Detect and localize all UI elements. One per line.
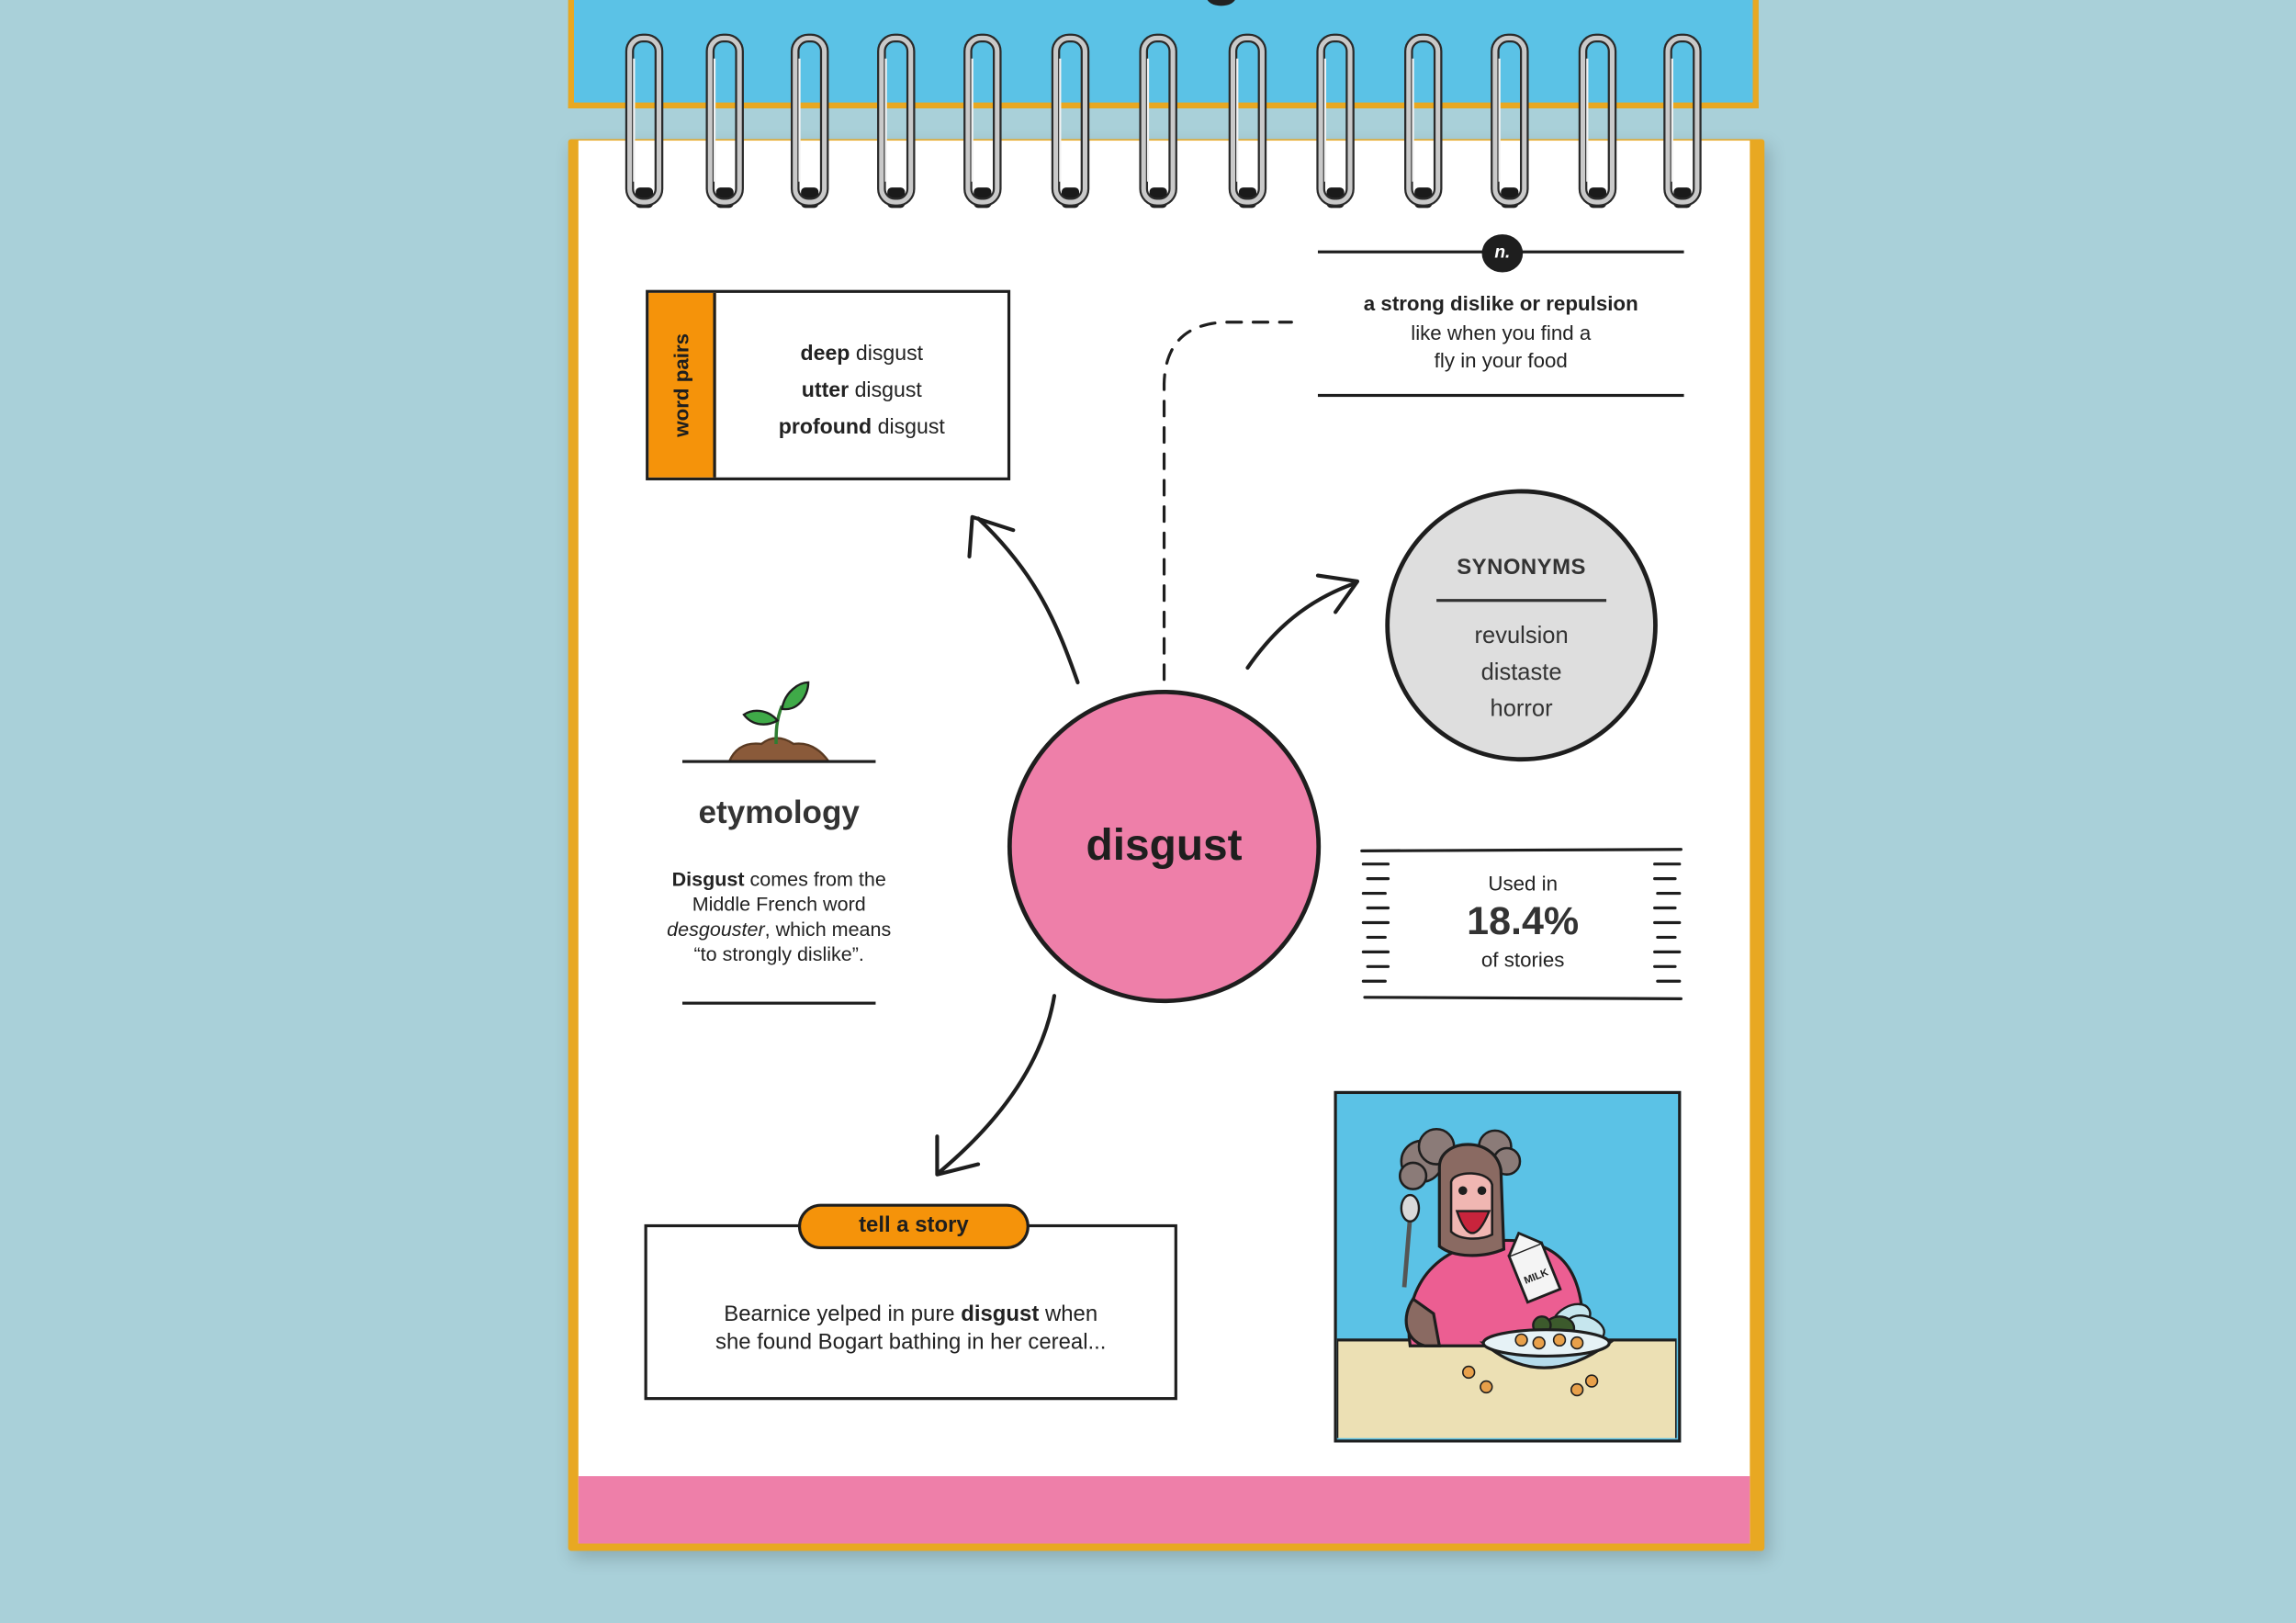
arrow-to-synonyms — [1247, 583, 1356, 668]
etymology-title: etymology — [698, 794, 860, 831]
word-pair-1 — [716, 337, 1007, 374]
dashed-link-definition — [1165, 322, 1292, 680]
word-pairs-list — [716, 337, 1007, 447]
illustration — [1337, 1094, 1677, 1438]
synonym-1: revulsion — [1474, 624, 1569, 649]
spoon-head — [1401, 1195, 1419, 1222]
story-label: tell a story — [859, 1212, 969, 1238]
word-pair-2 — [716, 374, 1007, 411]
arrow-to-story — [940, 996, 1054, 1171]
etymology-bold: Disgust — [671, 868, 745, 891]
story-label-pill — [798, 1204, 1030, 1249]
definition-text — [1318, 290, 1684, 376]
part-of-speech-badge — [1482, 234, 1524, 272]
synonyms-circle — [1385, 490, 1658, 762]
word-pairs-tab-label: word pairs — [669, 332, 693, 437]
word-pair-3 — [716, 410, 1007, 446]
arrow-to-word-pairs — [978, 518, 1077, 682]
part-of-speech: n. — [1494, 242, 1511, 263]
story-bold: disgust — [961, 1302, 1040, 1327]
seedling-icon — [717, 677, 838, 768]
character-eye-right — [1478, 1186, 1487, 1195]
story-post: when — [1039, 1302, 1098, 1327]
etymology-bottom-rule — [682, 1002, 875, 1005]
etymology-line-1-rest: comes from the — [744, 868, 886, 891]
usage-post: of stories — [1480, 947, 1565, 972]
synonyms-divider — [1436, 599, 1606, 602]
cereal-bowl-rim — [1483, 1330, 1609, 1357]
central-word-circle — [1007, 690, 1321, 1003]
word-pairs-tab — [648, 293, 715, 478]
carton-text: MILK — [1522, 1267, 1550, 1287]
central-word: disgust — [1086, 821, 1243, 871]
etymology-line-4: “to strongly dislike”. — [693, 942, 864, 965]
etymology-italic: desgouster — [667, 918, 765, 941]
etymology-line-3 — [618, 917, 940, 941]
definition-line-1: a strong dislike or repulsion — [1363, 291, 1638, 315]
story-box — [645, 1224, 1177, 1400]
definition-bottom-rule — [1318, 394, 1684, 397]
character-eye-left — [1458, 1186, 1468, 1195]
spoon — [1404, 1217, 1410, 1288]
story-pre: Bearnice yelped in pure — [724, 1302, 962, 1327]
word-pair-3-rest: disgust — [872, 415, 945, 440]
story-text — [647, 1301, 1175, 1357]
usage-value: 18.4% — [1467, 898, 1580, 943]
story-line-2: she found Bogart bathing in her cereal... — [715, 1329, 1107, 1355]
word-pair-3-bold: profound — [778, 415, 872, 440]
story-line-1 — [647, 1301, 1175, 1328]
word-pair-1-bold: deep — [800, 343, 850, 366]
etymology-line-1 — [618, 867, 940, 892]
etymology-text — [618, 867, 940, 966]
illustration-frame — [1334, 1091, 1681, 1443]
word-pair-2-rest: disgust — [849, 378, 922, 403]
synonyms-list — [1390, 618, 1653, 728]
word-pair-2-bold: utter — [801, 378, 850, 403]
usage-pre: Used in — [1488, 871, 1559, 896]
usage-text — [1406, 872, 1640, 971]
etymology-line-3-rest: , which means — [764, 918, 892, 941]
synonym-2: distaste — [1480, 660, 1562, 686]
etymology-line-2: Middle French word — [692, 893, 866, 916]
word-pair-1-rest: disgust — [850, 343, 924, 366]
arrowhead-synonyms — [1318, 576, 1357, 613]
synonym-3: horror — [1490, 696, 1553, 723]
definition-line-2: like when you find a — [1411, 320, 1592, 344]
etymology-top-rule — [682, 760, 875, 762]
definition-line-3: fly in your food — [1434, 348, 1568, 372]
word-pairs-box — [646, 290, 1010, 480]
synonyms-title: SYNONYMS — [1457, 555, 1586, 580]
